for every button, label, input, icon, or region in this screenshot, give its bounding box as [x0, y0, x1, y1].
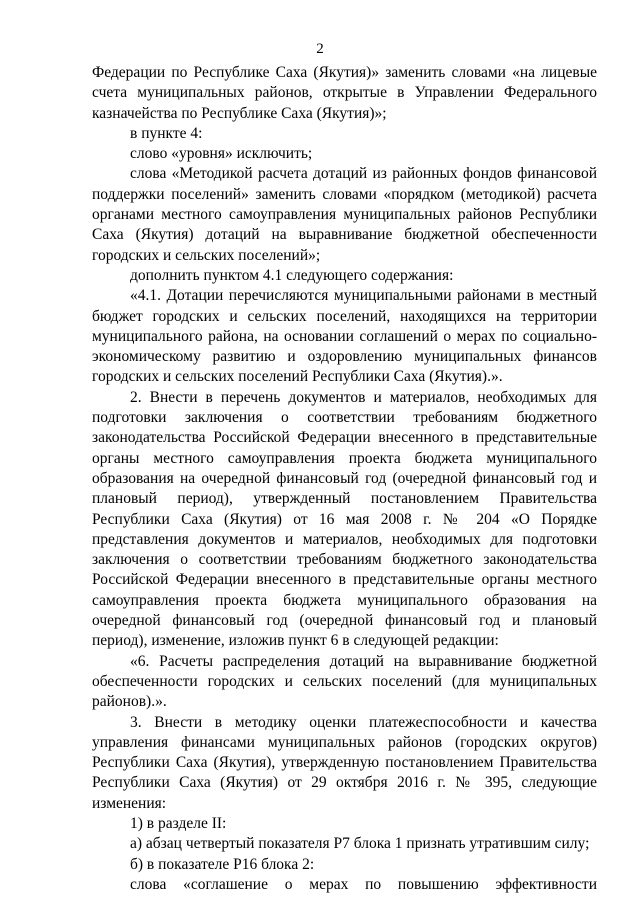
- page-number: 2: [316, 41, 324, 57]
- document-body: [92, 63, 597, 895]
- paragraph-item-3: 3. Внести в методику оценки платежеспособности и качества управления финансами муниципальных районов (городских округов) Республики Саха (Якутия), утвержденную постановлением Правительства Республики Саха (Якутия) от 29 октября 2016 г. № 395, следующие изменения:: [92, 713, 597, 812]
- paragraph-replace-methodology: слова «Методикой расчета дотаций из районных фондов финансовой поддержки поселений» заменить словами «порядком (методикой) расчета органами местного самоуправления муниципальных районов Республики Саха (Якутия) дотаций на выравнивание бюджетной обеспеченности городских и сельских поселений»;: [92, 165, 597, 264]
- paragraph-point-4-1-text: «4.1. Дотации перечисляются муниципальными районами в местный бюджет городских и сельских поселений, находящихся на территории муниципального района, на основании соглашений о мерах по социально-экономическому развитию и оздоровлению муниципальных финансов городских и сельских поселений Республики Саха (Якутия).».: [92, 287, 597, 386]
- paragraph-exclude-word: слово «уровня» исключить;: [130, 145, 313, 163]
- paragraph-add-point-4-1: дополнить пунктом 4.1 следующего содержания:: [130, 266, 454, 284]
- paragraph-section-2: 1) в разделе II:: [130, 814, 227, 832]
- paragraph-continuation: Федерации по Республике Саха (Якутия)» заменить словами «на лицевые счета муниципальных районов, открытые в Управлении Федерального казначейства по Республике Саха (Якутия)»;: [92, 64, 597, 122]
- paragraph-point-4-heading: в пункте 4:: [130, 124, 203, 142]
- paragraph-point-6-text: «6. Расчеты распределения дотаций на выравнивание бюджетной обеспеченности городских и сельских поселений (для муниципальных районов).».: [92, 652, 597, 711]
- paragraph-subitem-b: б) в показателе Р16 блока 2:: [130, 855, 315, 873]
- paragraph-item-2: 2. Внести в перечень документов и материалов, необходимых для подготовки заключения о соответствии требованиям бюджетного законодательства Российской Федерации внесенного в представительные органы местного самоуправления проекта бюджета муниципального образования на очередной финансовый год (очередной финансовый год и плановый период), утвержденный постановлением Правительства Республики Саха (Якутия) от 16 мая 2008 г. № 204 «О Порядке представления документов и материалов, необходимых для подготовки заключения о соответствии требованиям бюджетного законодательства Российской Федерации внесенного в представительные органы местного самоуправления проекта бюджета муниципального образования на очередной финансовый год (очередной финансовый год и плановый период), изменение, изложив пункт 6 в следующей редакции:: [92, 388, 597, 650]
- paragraph-subitem-a: а) абзац четвертый показателя Р7 блока 1 признать утратившим силу;: [130, 835, 590, 853]
- paragraph-words-agreement: слова «соглашение о мерах по повышению эффективности: [130, 875, 597, 893]
